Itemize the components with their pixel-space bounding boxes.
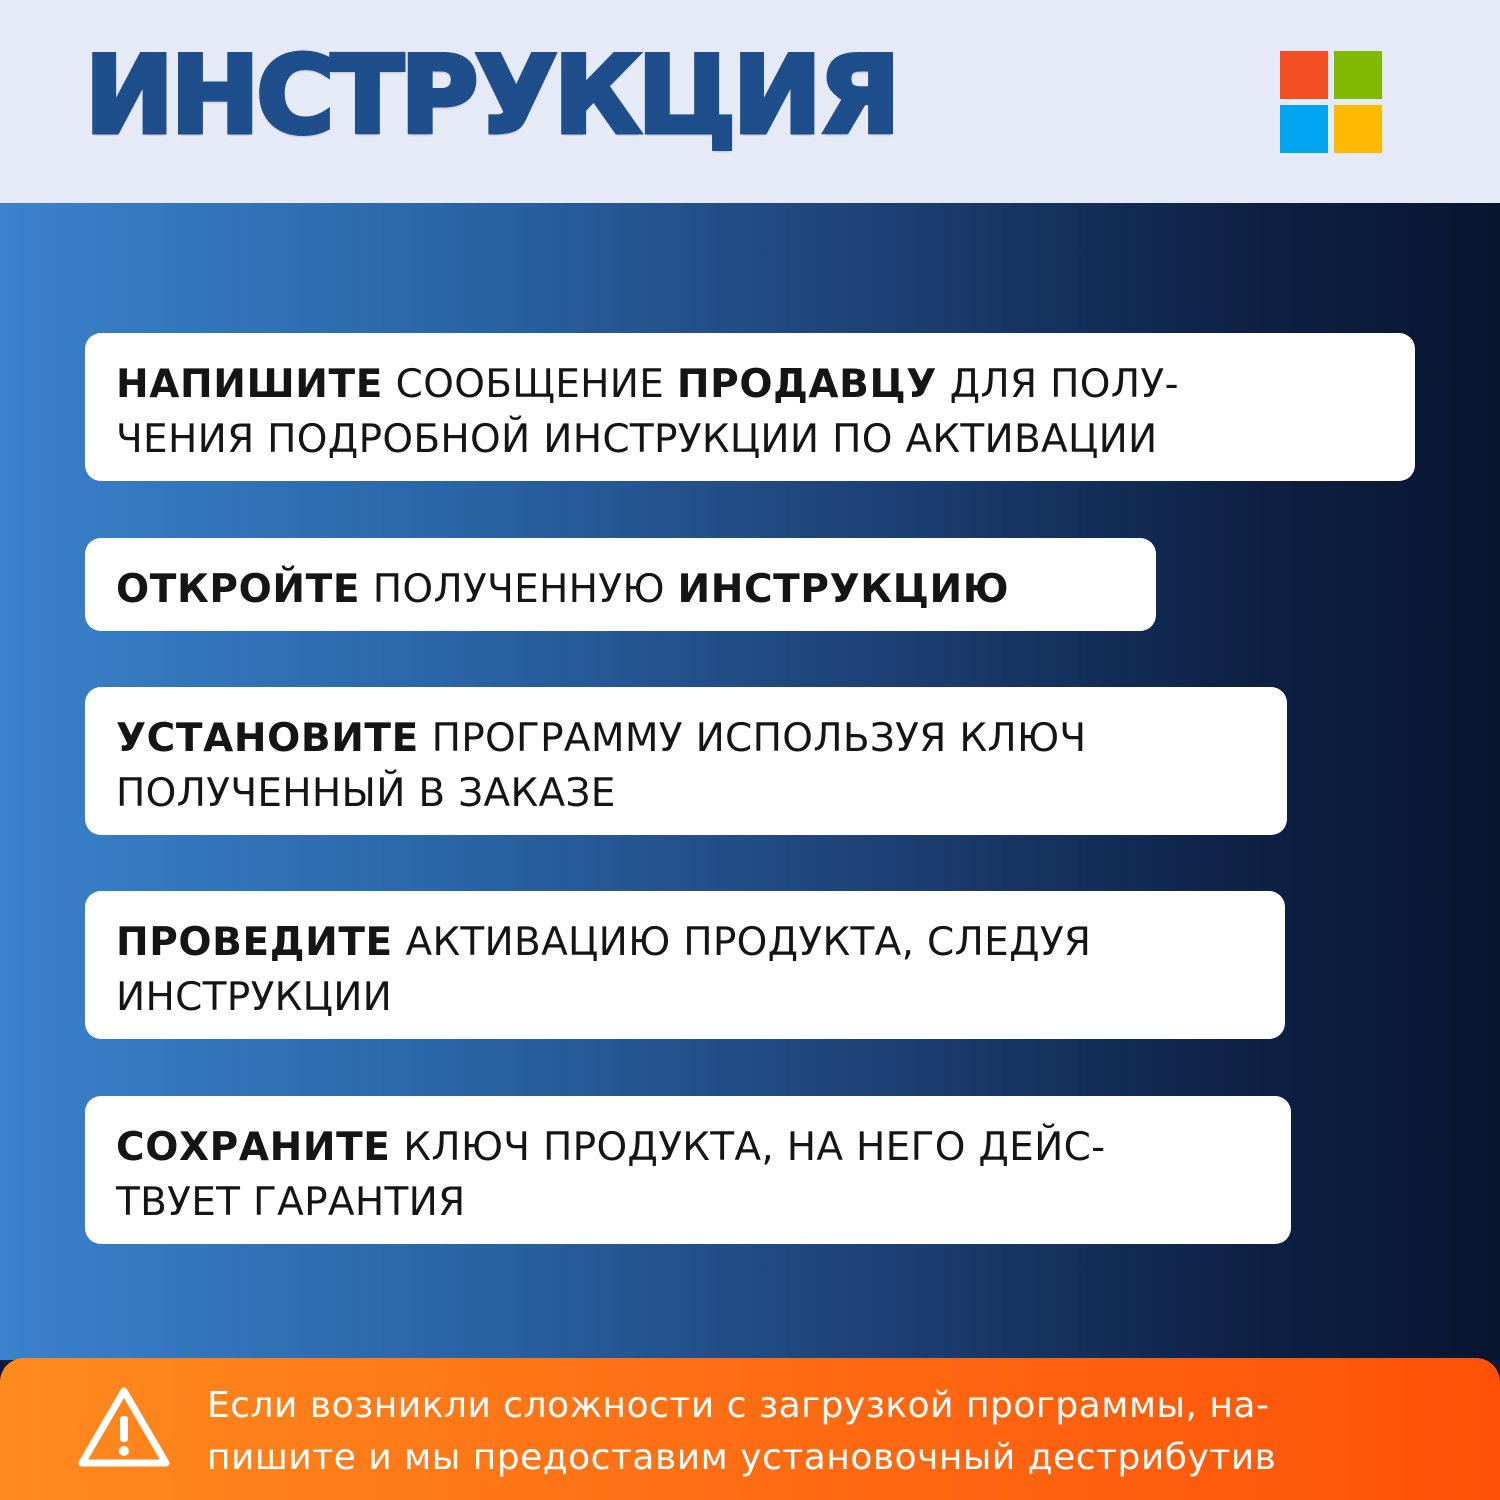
- step-2-text: ПОЛУЧЕННУЮ: [360, 567, 678, 612]
- windows-logo-icon: [1280, 51, 1382, 153]
- logo-square-yellow: [1334, 105, 1382, 153]
- header-bar: [0, 0, 1500, 203]
- step-2-line-1: [116, 562, 1126, 617]
- step-4-line-2: ИНСТРУКЦИИ: [116, 975, 393, 1020]
- step-1-emphasis: ПРОДАВЦУ: [676, 362, 937, 407]
- step-3-line-2: ПОЛУЧЕННЫЙ В ЗАКАЗЕ: [116, 771, 616, 816]
- step-1-line-1: [116, 357, 1385, 412]
- step-3-verb: УСТАНОВИТЕ: [116, 716, 419, 761]
- step-5-line-2: ТВУЕТ ГАРАНТИЯ: [116, 1180, 466, 1225]
- step-1-line-2: ЧЕНИЯ ПОДРОБНОЙ ИНСТРУКЦИИ ПО АКТИВАЦИИ: [116, 417, 1158, 462]
- step-5-text: КЛЮЧ ПРОДУКТА, НА НЕГО ДЕЙС-: [390, 1125, 1106, 1170]
- step-4-verb: ПРОВЕДИТЕ: [116, 920, 393, 965]
- step-5-line-1: [116, 1120, 1261, 1175]
- step-card-1: [85, 333, 1415, 481]
- step-5-verb: СОХРАНИТЕ: [116, 1125, 391, 1170]
- step-1-text: СООБЩЕНИЕ: [382, 362, 677, 407]
- logo-square-blue: [1280, 105, 1328, 153]
- step-card-2: [85, 538, 1156, 631]
- step-card-4: [85, 891, 1285, 1039]
- logo-square-red: [1280, 51, 1328, 99]
- step-card-3: [85, 687, 1287, 835]
- warning-note-line-1: Если возникли сложности с загрузкой программы, на-: [207, 1385, 1270, 1426]
- step-1-text-end: ДЛЯ ПОЛУ-: [936, 362, 1179, 407]
- warning-footer: [0, 1358, 1500, 1500]
- step-4-line-1: [116, 915, 1255, 970]
- warning-note-line-2: пишите и мы предоставим установочный дестрибутив: [207, 1437, 1277, 1478]
- warning-note: [207, 1380, 1477, 1484]
- step-4-text: АКТИВАЦИЮ ПРОДУКТА, СЛЕДУЯ: [392, 920, 1092, 965]
- step-3-line-1: [116, 711, 1257, 766]
- step-1-verb: НАПИШИТЕ: [116, 362, 383, 407]
- logo-square-green: [1334, 51, 1382, 99]
- step-card-5: [85, 1096, 1291, 1244]
- page-title: ИНСТРУКЦИЯ: [85, 34, 898, 157]
- step-2-verb: ОТКРОЙТЕ: [116, 567, 361, 612]
- step-2-emphasis: ИНСТРУКЦИЮ: [677, 567, 1010, 612]
- warning-icon: [77, 1384, 171, 1468]
- step-3-text: ПРОГРАММУ ИСПОЛЬЗУЯ КЛЮЧ: [418, 716, 1087, 761]
